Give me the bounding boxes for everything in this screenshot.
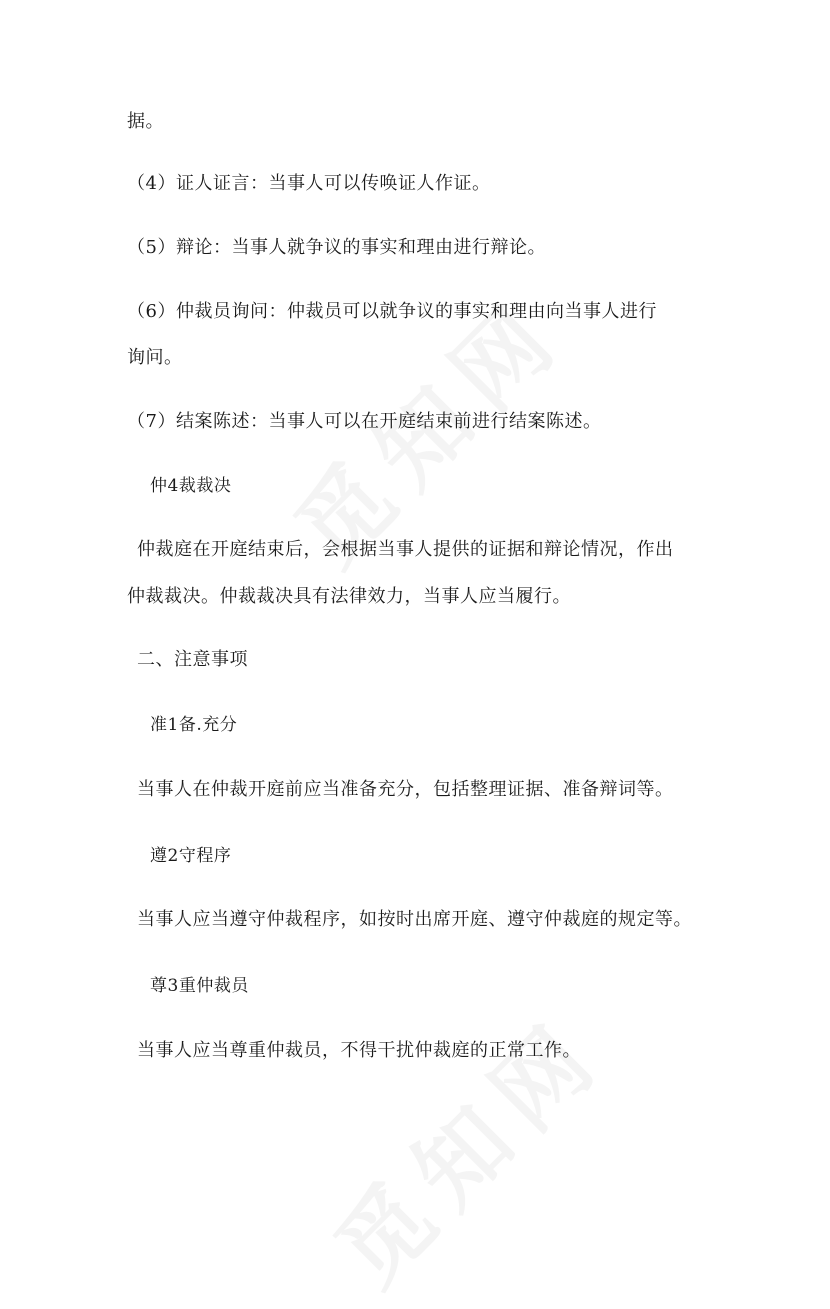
paragraph-award-2: 仲裁裁决。仲裁裁决具有法律效力，当事人应当履行。 <box>127 586 571 607</box>
paragraph-award-1: 仲裁庭在开庭结束后，会根据当事人提供的证据和辩论情况，作出 <box>137 539 674 560</box>
paragraph-procedure: 当事人应当遵守仲裁程序，如按时出席开庭、遵守仲裁庭的规定等。 <box>137 909 692 930</box>
subheading-prepare: 准1备.充分 <box>150 715 238 735</box>
paragraph-respect: 当事人应当尊重仲裁员，不得干扰仲裁庭的正常工作。 <box>137 1040 581 1061</box>
list-item-inquiry: （6）仲裁员询问：仲裁员可以就争议的事实和理由向当事人进行 <box>127 301 657 322</box>
subheading-respect: 尊3重仲裁员 <box>150 976 249 996</box>
watermark-bottom <box>302 983 629 1309</box>
list-item-debate: （5）辩论：当事人就争议的事实和理由进行辩论。 <box>127 237 546 258</box>
section-heading-notes: 二、注意事项 <box>137 649 248 670</box>
list-item-witness: （4）证人证言：当事人可以传唤证人作证。 <box>127 173 491 194</box>
list-item-inquiry-cont: 询问。 <box>127 347 183 368</box>
list-item-closing: （7）结案陈述：当事人可以在开庭结束前进行结案陈述。 <box>127 411 602 432</box>
paragraph-line: 据。 <box>127 111 164 132</box>
subheading-procedure: 遵2守程序 <box>150 846 232 866</box>
section-heading-award: 仲4裁裁决 <box>150 476 232 496</box>
paragraph-prepare: 当事人在仲裁开庭前应当准备充分，包括整理证据、准备辩词等。 <box>137 779 674 800</box>
